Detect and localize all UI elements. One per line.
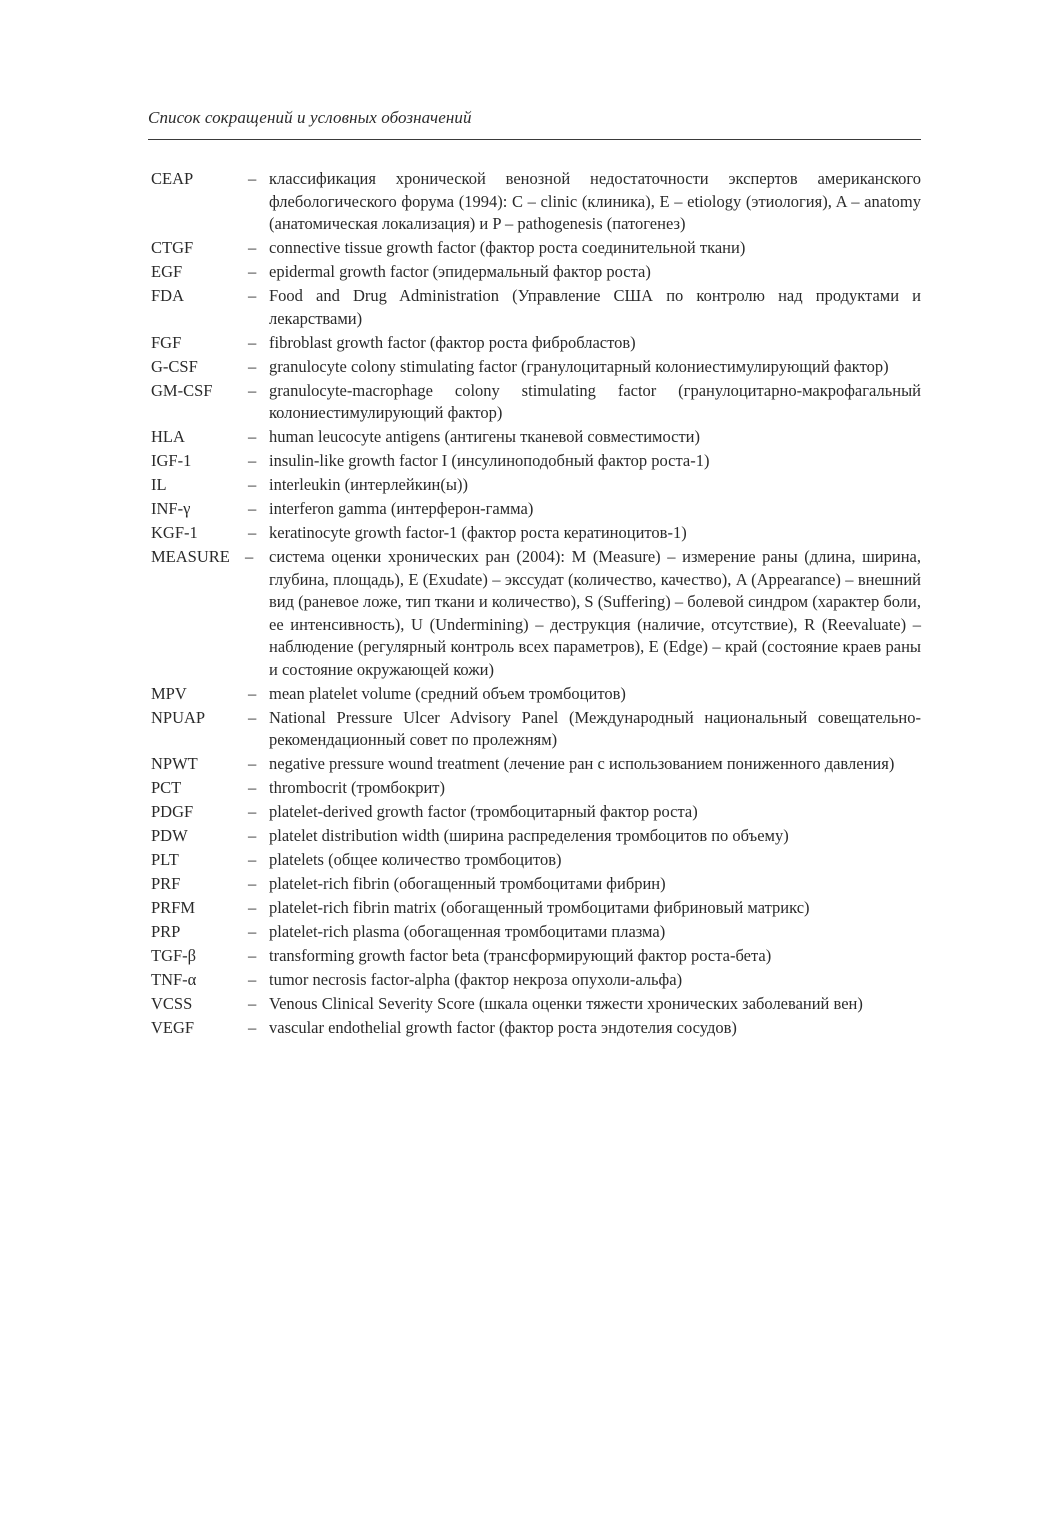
abbreviation-term: PRF	[151, 874, 181, 893]
abbreviation-description: thrombocrit (тромбокрит)	[269, 778, 446, 797]
entry-dash: –	[248, 850, 257, 869]
abbreviation-description: human leucocyte antigens (антигены тканевой совместимости)	[269, 427, 701, 446]
abbreviation-description: Food and Drug Administration (Управление США по контролю над продуктами и лекарствами)	[269, 286, 921, 328]
abbreviation-term: KGF-1	[151, 523, 198, 542]
abbreviation-term: MPV	[151, 683, 187, 703]
abbreviation-entry-fda	[151, 285, 921, 330]
abbreviation-term: VCSS	[151, 994, 193, 1013]
abbreviation-term: PRFM	[151, 898, 196, 917]
abbreviation-entry-pdw	[151, 825, 921, 848]
abbreviation-term: NPWT	[151, 754, 198, 773]
abbreviation-term: NPUAP	[151, 707, 206, 727]
abbreviation-term: EGF	[151, 262, 183, 281]
entry-dash: –	[248, 262, 257, 281]
abbreviation-description: platelet distribution width (ширина распределения тромбоцитов по объему)	[269, 826, 789, 845]
abbreviation-term: FGF	[151, 332, 182, 352]
abbreviation-description: granulocyte-macrophage colony stimulating factor (гранулоцитарно-макрофагальный колониестимулирующий фактор)	[269, 380, 921, 422]
abbreviation-entry-tnf-alpha	[151, 969, 921, 992]
abbreviation-entry-vcss	[151, 993, 921, 1016]
abbreviation-description: granulocyte colony stimulating factor (гранулоцитарный колониестимулирующий фактор)	[269, 356, 889, 376]
running-head: Список сокращений и условных обозначений	[148, 108, 472, 127]
abbreviation-description: Venous Clinical Severity Score (шкала оценки тяжести хронических заболеваний вен)	[269, 994, 863, 1013]
abbreviation-description: tumor necrosis factor-alpha (фактор некроза опухоли-альфа)	[269, 970, 683, 989]
abbreviation-description: interferon gamma (интерферон-гамма)	[269, 499, 534, 518]
header-rule	[148, 139, 921, 140]
abbreviation-term: GM-CSF	[151, 380, 213, 400]
abbreviation-entry-igf-1	[151, 450, 921, 473]
abbreviation-description: fibroblast growth factor (фактор роста фибробластов)	[269, 332, 636, 352]
abbreviation-entry-hla	[151, 426, 921, 449]
abbreviation-term: CTGF	[151, 238, 194, 257]
entry-dash: –	[248, 499, 257, 518]
entry-dash: –	[248, 946, 257, 965]
entry-dash: –	[248, 427, 257, 446]
entry-dash: –	[248, 238, 257, 257]
abbreviation-term: IGF-1	[151, 451, 192, 470]
abbreviation-description: platelet-rich plasma (обогащенная тромбоцитами плазма)	[269, 922, 666, 941]
abbreviation-term: HLA	[151, 427, 185, 446]
entry-dash: –	[248, 356, 257, 376]
entry-dash: –	[248, 970, 257, 989]
entry-dash: –	[248, 826, 257, 845]
abbreviation-entry-prf	[151, 873, 921, 896]
abbreviation-description: классификация хронической венозной недостаточности экспертов американского флебологического форума (1994): C – clinic (клиника), E – etiology (этиология), A – anatomy (анатомическая локализация) и P – pathogenesis (патогенез)	[269, 169, 921, 233]
abbreviation-entry-fgf	[151, 332, 921, 355]
entry-dash: –	[248, 922, 257, 941]
abbreviation-description: vascular endothelial growth factor (фактор роста эндотелия сосудов)	[269, 1018, 737, 1037]
abbreviation-description: mean platelet volume (средний объем тромбоцитов)	[269, 683, 626, 703]
abbreviation-entry-npwt	[151, 753, 921, 776]
entry-dash: –	[248, 451, 257, 470]
abbreviation-entry-prp	[151, 921, 921, 944]
abbreviation-term: PLT	[151, 850, 179, 869]
abbreviation-entry-gm-csf	[151, 380, 921, 425]
abbreviation-term: PDW	[151, 826, 188, 845]
abbreviation-list	[151, 168, 921, 1041]
abbreviation-entry-egf	[151, 261, 921, 284]
entry-dash: –	[248, 475, 257, 494]
abbreviation-term: FDA	[151, 286, 185, 305]
entry-dash: –	[248, 754, 257, 773]
entry-dash: –	[248, 1018, 257, 1037]
abbreviation-term: CEAP	[151, 169, 194, 188]
entry-dash: –	[245, 547, 254, 566]
abbreviation-entry-ctgf	[151, 237, 921, 260]
abbreviation-entry-vegf	[151, 1017, 921, 1040]
abbreviation-description: National Pressure Ulcer Advisory Panel (Международный национальный совещательно-рекомендационный совет по пролежням)	[269, 707, 921, 749]
abbreviation-term: TNF-α	[151, 970, 197, 989]
entry-dash: –	[248, 169, 257, 188]
abbreviation-entry-tgf-beta	[151, 945, 921, 968]
abbreviation-description: connective tissue growth factor (фактор роста соединительной ткани)	[269, 238, 746, 257]
abbreviation-term: INF-γ	[151, 499, 191, 518]
abbreviation-term: PDGF	[151, 802, 194, 821]
entry-dash: –	[248, 802, 257, 821]
abbreviation-description: platelet-derived growth factor (тромбоцитарный фактор роста)	[269, 802, 698, 821]
abbreviation-description: transforming growth factor beta (трансформирующий фактор роста-бета)	[269, 946, 772, 965]
abbreviation-term: VEGF	[151, 1018, 195, 1037]
abbreviation-description: interleukin (интерлейкин(ы))	[269, 475, 468, 494]
entry-dash: –	[248, 380, 257, 400]
abbreviation-description: insulin-like growth factor I (инсулиноподобный фактор роста-1)	[269, 451, 710, 470]
abbreviation-entry-plt	[151, 849, 921, 872]
abbreviation-entry-pdgf	[151, 801, 921, 824]
abbreviation-entry-kgf-1	[151, 522, 921, 545]
abbreviation-term: PRP	[151, 922, 181, 941]
entry-dash: –	[248, 874, 257, 893]
abbreviation-entry-measure	[151, 546, 921, 681]
abbreviation-term: MEASURE	[151, 547, 230, 566]
abbreviation-term: TGF-β	[151, 946, 197, 965]
abbreviation-entry-pct	[151, 777, 921, 800]
abbreviation-entry-prfm	[151, 897, 921, 920]
abbreviation-entry-inf-gamma	[151, 498, 921, 521]
abbreviation-description: negative pressure wound treatment (лечение ран с использованием пониженного давления)	[269, 754, 895, 773]
entry-dash: –	[248, 707, 257, 727]
abbreviation-description: система оценки хронических ран (2004): M (Measure) – измерение раны (длина, ширина, глубина, площадь), E (Exudate) – экссудат (количество, качество), A (Appearance) – внешний вид (раневое ложе, тип ткани и количество), S (Suffering) – болевой синдром (характер боли, ее интенсивность), U (Undermining) – деструкция (наличие, отсутствие), R (Reevaluate) – наблюдение (регулярный контроль всех параметров), E (Edge) – край (состояние краев раны и состояние окружающей кожи)	[269, 547, 921, 679]
entry-dash: –	[248, 778, 257, 797]
entry-dash: –	[248, 523, 257, 542]
abbreviation-entry-il	[151, 474, 921, 497]
abbreviation-description: platelet-rich fibrin (обогащенный тромбоцитами фибрин)	[269, 874, 666, 893]
abbreviation-term: IL	[151, 475, 167, 494]
abbreviation-entry-npuap	[151, 707, 921, 752]
abbreviation-entry-ceap	[151, 168, 921, 236]
abbreviation-term: PCT	[151, 778, 182, 797]
abbreviation-term: G-CSF	[151, 356, 198, 376]
entry-dash: –	[248, 332, 257, 352]
abbreviation-description: keratinocyte growth factor-1 (фактор роста кератиноцитов-1)	[269, 523, 687, 542]
entry-dash: –	[248, 994, 257, 1013]
abbreviation-description: epidermal growth factor (эпидермальный фактор роста)	[269, 262, 651, 281]
abbreviation-entry-g-csf	[151, 356, 921, 379]
entry-dash: –	[248, 683, 257, 703]
abbreviation-entry-mpv	[151, 683, 921, 706]
abbreviation-description: platelet-rich fibrin matrix (обогащенный тромбоцитами фибриновый матрикс)	[269, 898, 810, 917]
abbreviation-description: platelets (общее количество тромбоцитов)	[269, 850, 562, 869]
entry-dash: –	[248, 286, 257, 305]
entry-dash: –	[248, 898, 257, 917]
